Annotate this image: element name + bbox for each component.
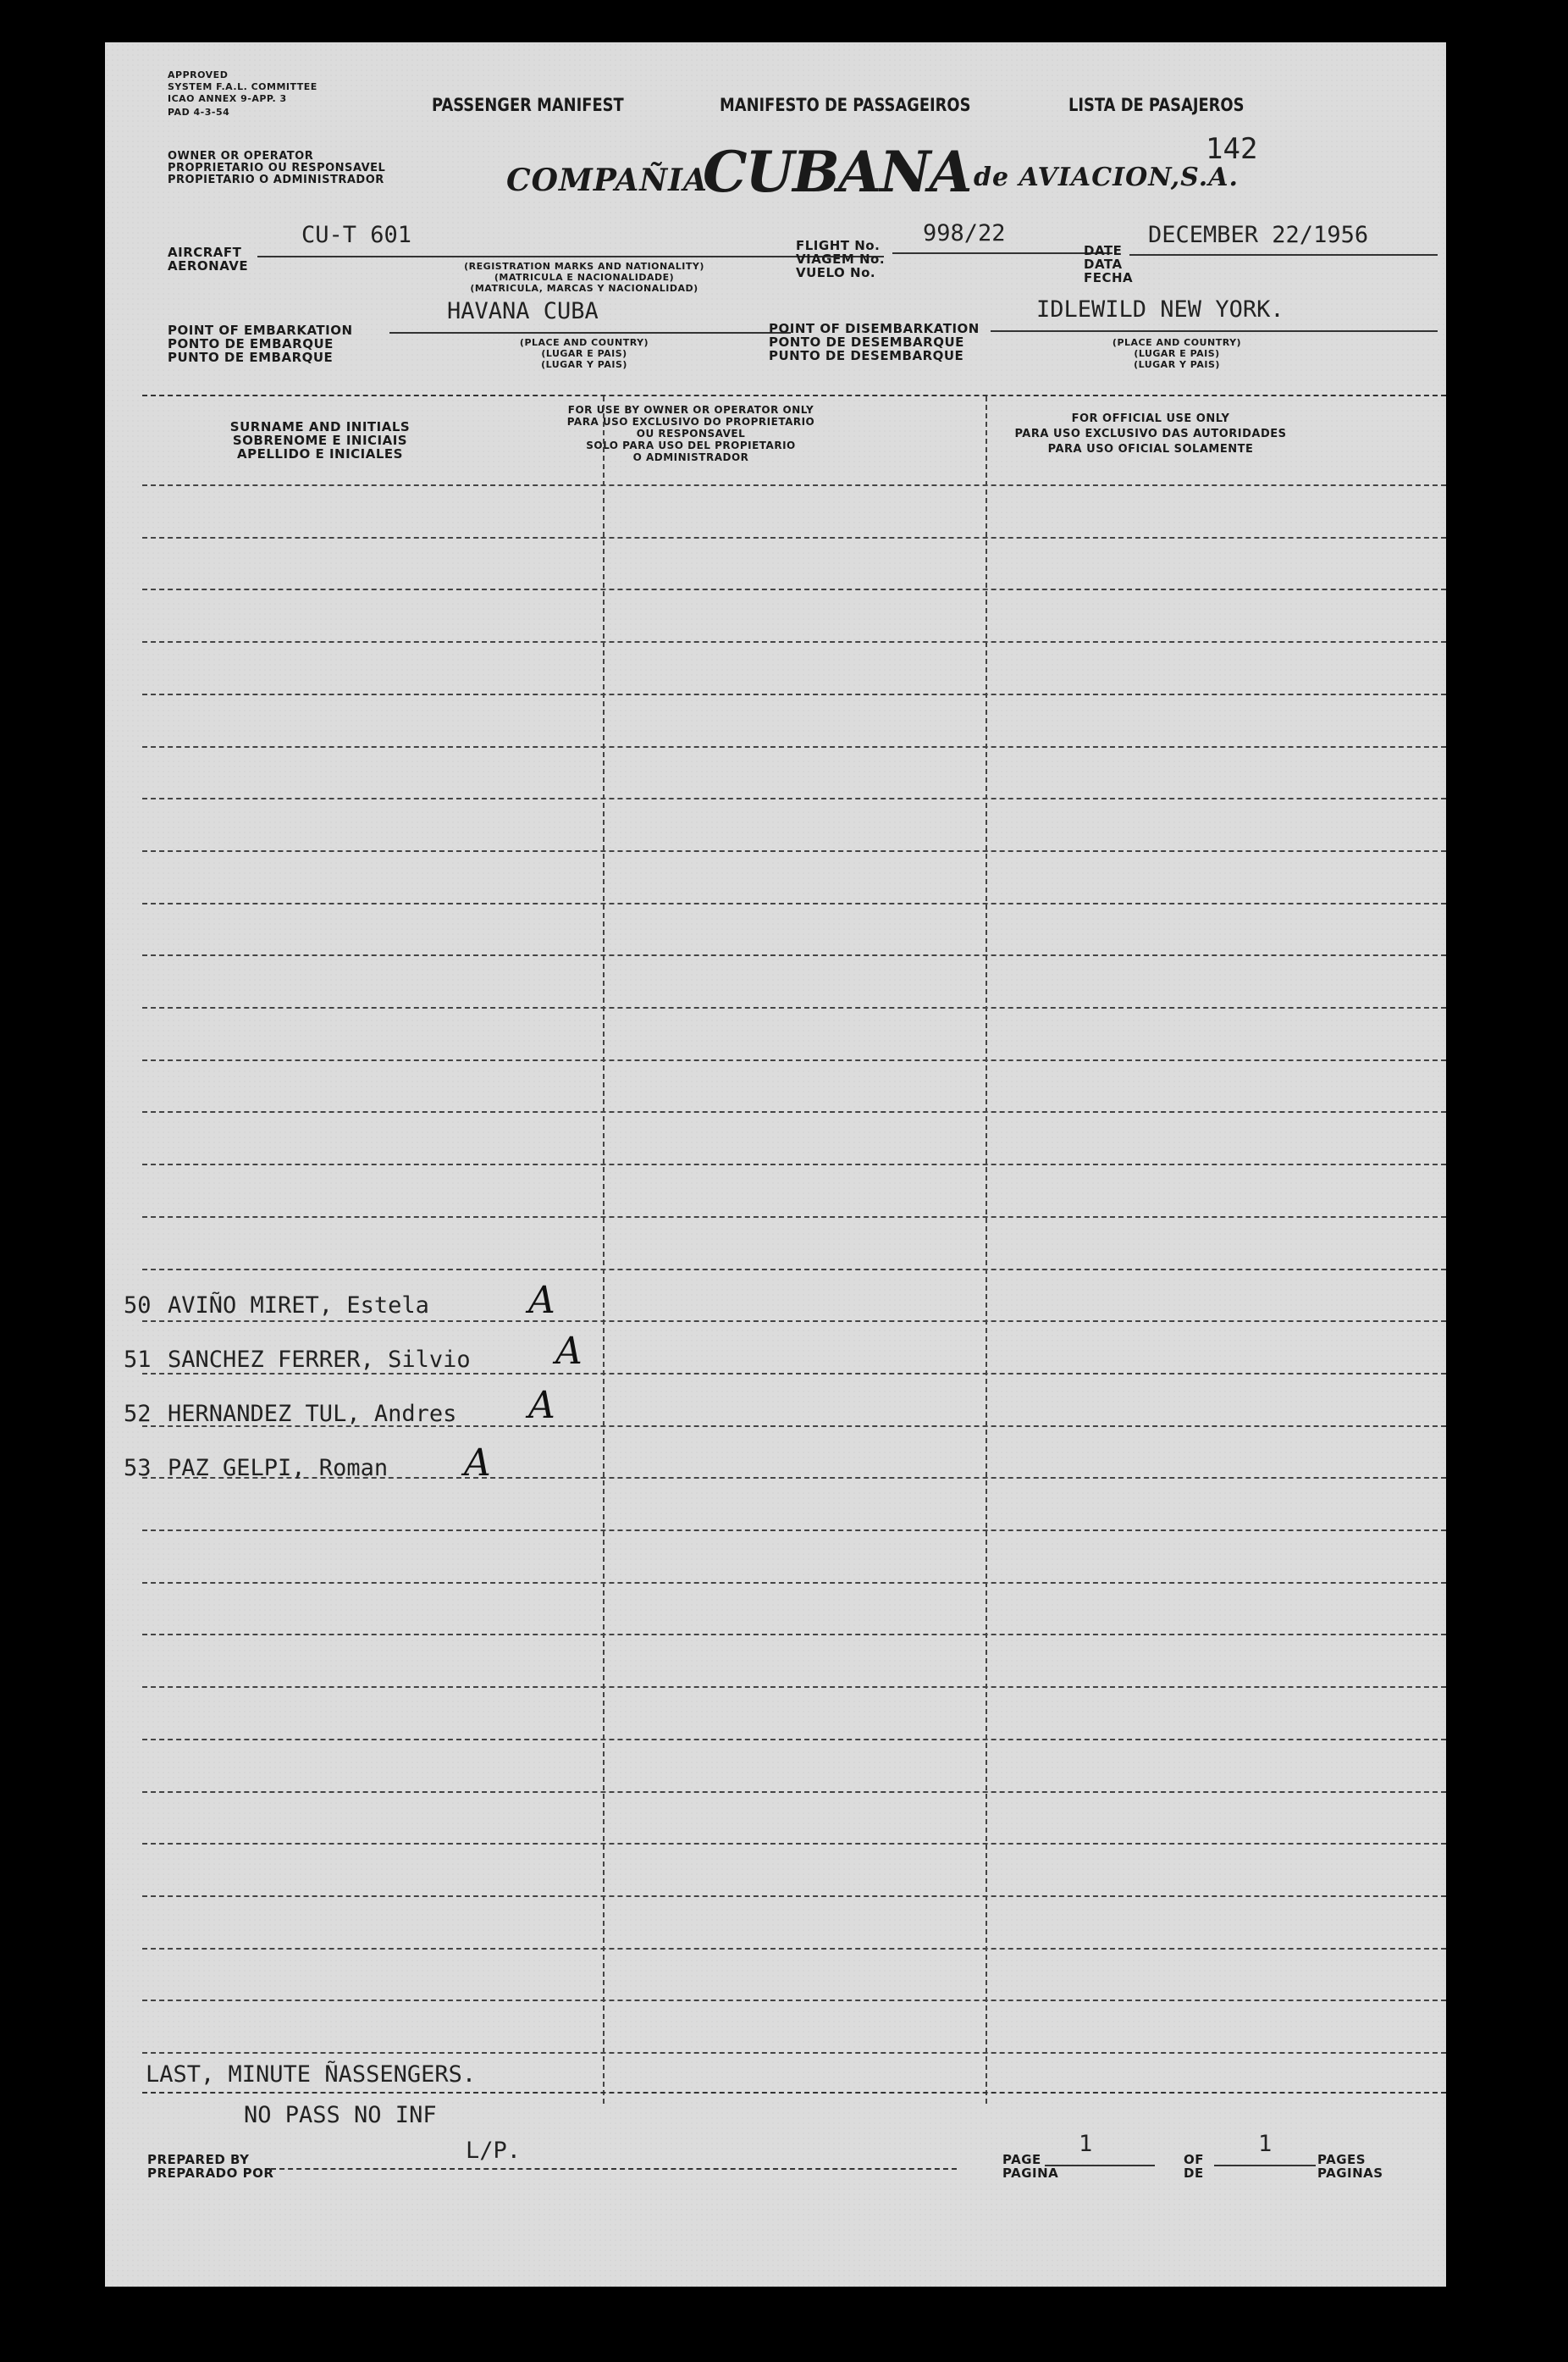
registration-caption-en: (REGISTRATION MARKS AND NATIONALITY) [464, 261, 704, 272]
date-label-es: FECHA [1084, 270, 1134, 285]
of-label-en: OF [1184, 2152, 1204, 2167]
manifest-page [105, 42, 1446, 2287]
logo-compania: COMPAÑIA [506, 163, 708, 198]
title-portuguese: MANIFESTO DE PASSAGEIROS [720, 95, 971, 115]
row-rule [142, 589, 1446, 590]
row-rule [142, 1895, 1446, 1897]
passenger-number: 52 [124, 1401, 152, 1427]
row-rule [142, 746, 1446, 748]
passenger-mark: A [528, 1279, 555, 1322]
approval-line-4: PAD 4-3-54 [168, 107, 230, 118]
row-rule [142, 903, 1446, 904]
no-pass-note: NO PASS NO INF [244, 2102, 437, 2128]
embark-label-es: PUNTO DE EMBARQUE [168, 350, 334, 365]
approval-line-1: APPROVED [168, 69, 229, 80]
title-spanish: LISTA DE PASAJEROS [1068, 95, 1245, 115]
row-rule [142, 2052, 1446, 2054]
col-owner-header-2: PARA USO EXCLUSIVO DO PROPRIETARIO [566, 416, 815, 428]
row-rule [142, 1269, 1446, 1270]
row-rule [142, 1059, 1446, 1061]
owner-label-es: PROPIETARIO O ADMINISTRADOR [168, 174, 384, 186]
page-number-stamp: 142 [1206, 132, 1258, 166]
preparer-initials: L/P. [466, 2138, 522, 2164]
column-divider-1 [603, 396, 605, 2104]
col-owner-header-1: FOR USE BY OWNER OR OPERATOR ONLY [567, 404, 814, 416]
flight-value: 998/22 [923, 220, 1006, 246]
passenger-name: SANCHEZ FERRER, Silvio [168, 1347, 471, 1373]
date-label-pt: DATA [1084, 257, 1123, 272]
col-official-header-2: PARA USO EXCLUSIVO DAS AUTORIDADES [1014, 428, 1287, 440]
of-label-es: DE [1184, 2166, 1204, 2181]
row-rule [142, 1791, 1446, 1793]
aircraft-label-en: AIRCRAFT [168, 245, 242, 260]
approval-line-2: SYSTEM F.A.L. COMMITTEE [168, 81, 317, 92]
disembark-caption-3: (LUGAR Y PAIS) [1134, 359, 1220, 370]
row-rule [142, 1007, 1446, 1009]
page-label-es: PAGINA [1002, 2166, 1059, 2181]
col-owner-header-4: SOLO PARA USO DEL PROPIETARIO [586, 440, 796, 451]
flight-label-en: FLIGHT No. [796, 238, 881, 253]
col-official-header-3: PARA USO OFICIAL SOLAMENTE [1047, 443, 1254, 456]
date-value: DECEMBER 22/1956 [1148, 222, 1369, 248]
column-divider-2 [986, 396, 987, 2104]
passenger-name: PAZ GELPI, Roman [168, 1455, 389, 1481]
row-rule [142, 1320, 1446, 1322]
col-name-header-pt: SOBRENOME E INICIAIS [232, 433, 408, 448]
row-rule [142, 484, 1446, 486]
passenger-mark: A [464, 1441, 491, 1485]
row-rule [142, 1216, 1446, 1218]
page-current: 1 [1079, 2131, 1093, 2157]
registration-caption-pt: (MATRICULA E NACIONALIDADE) [494, 272, 675, 283]
page-total: 1 [1258, 2131, 1273, 2157]
embark-label-en: POINT OF EMBARKATION [168, 323, 353, 338]
disembark-label-es: PUNTO DE DESEMBARQUE [769, 348, 964, 363]
row-rule [142, 694, 1446, 695]
passenger-number: 51 [124, 1347, 152, 1373]
passenger-mark: A [528, 1384, 555, 1427]
page-label-en: PAGE [1002, 2152, 1041, 2167]
col-name-header-es: APELLIDO E INICIALES [237, 446, 403, 462]
row-rule [142, 1634, 1446, 1635]
row-rule [142, 1948, 1446, 1950]
approval-line-3: ICAO ANNEX 9-APP. 3 [168, 93, 287, 104]
last-minute-label: LAST, MINUTE ÑASSENGERS. [146, 2061, 477, 2088]
row-rule [142, 1373, 1446, 1375]
row-rule [142, 1843, 1446, 1845]
row-rule [142, 2000, 1446, 2001]
passenger-mark: A [555, 1330, 582, 1373]
row-rule [142, 850, 1446, 852]
logo-aviacion: de AVIACION,S.A. [974, 163, 1239, 192]
flight-label-es: VUELO No. [796, 265, 876, 280]
col-owner-header-3: OU RESPONSAVEL [636, 428, 746, 440]
row-rule [142, 1529, 1446, 1531]
col-name-header-en: SURNAME AND INITIALS [229, 419, 411, 434]
row-rule [142, 1111, 1446, 1113]
pages-label-2: PAGINAS [1317, 2166, 1383, 2181]
row-rule [142, 954, 1446, 956]
disembark-caption-2: (LUGAR E PAIS) [1134, 348, 1220, 359]
embarkation-value: HAVANA CUBA [447, 298, 599, 324]
passenger-name: AVIÑO MIRET, Estela [168, 1292, 429, 1319]
col-owner-header-5: O ADMINISTRADOR [632, 451, 749, 463]
pages-label-1: PAGES [1317, 2152, 1366, 2167]
flight-label-pt: VIAGEM No. [796, 252, 886, 267]
embark-label-pt: PONTO DE EMBARQUE [168, 336, 334, 351]
embark-caption-1: (PLACE AND COUNTRY) [519, 337, 649, 348]
embark-caption-2: (LUGAR E PAIS) [541, 348, 627, 359]
row-rule [142, 537, 1446, 539]
row-rule [142, 1582, 1446, 1584]
passenger-name: HERNANDEZ TUL, Andres [168, 1401, 457, 1427]
passenger-number: 53 [124, 1455, 152, 1481]
row-rule [142, 1686, 1446, 1688]
aircraft-value: CU-T 601 [301, 222, 412, 248]
col-official-header-1: FOR OFFICIAL USE ONLY [1071, 412, 1230, 425]
row-rule [142, 798, 1446, 799]
prepared-label-es: PREPARADO POR [147, 2166, 274, 2181]
passenger-number: 50 [124, 1292, 152, 1319]
owner-label-pt: PROPRIETARIO OU RESPONSAVEL [168, 162, 386, 174]
registration-caption-es: (MATRICULA, MARCAS Y NACIONALIDAD) [470, 283, 698, 294]
disembark-label-en: POINT OF DISEMBARKATION [769, 321, 980, 336]
row-rule [142, 1164, 1446, 1165]
owner-label-en: OWNER OR OPERATOR [168, 150, 314, 163]
disembarkation-value: IDLEWILD NEW YORK. [1036, 296, 1284, 323]
disembark-label-pt: PONTO DE DESEMBARQUE [769, 335, 964, 350]
title-english: PASSENGER MANIFEST [432, 95, 624, 115]
prepared-label-en: PREPARED BY [147, 2152, 250, 2167]
row-rule [142, 1739, 1446, 1740]
row-rule [142, 641, 1446, 643]
aircraft-label-es: AERONAVE [168, 258, 249, 274]
embark-caption-3: (LUGAR Y PAIS) [541, 359, 627, 370]
date-label-en: DATE [1084, 243, 1123, 258]
disembark-caption-1: (PLACE AND COUNTRY) [1112, 337, 1242, 348]
logo-cubana: CUBANA [703, 139, 971, 205]
